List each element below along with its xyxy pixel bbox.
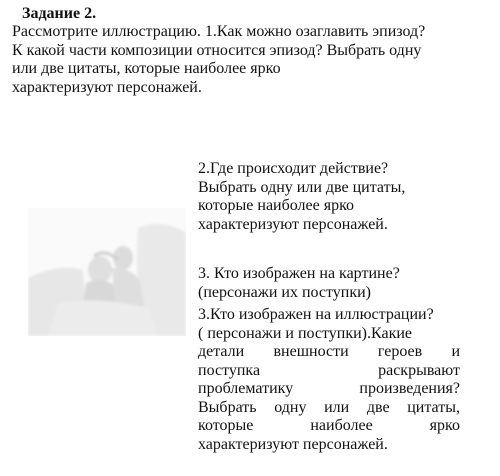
word: внешности — [273, 343, 349, 360]
intro-line: характеризуют персонажей. — [12, 78, 202, 96]
intro-line: К какой части композиции относится эпизод? Выбрать одну — [12, 41, 422, 59]
question-3-picture — [198, 265, 460, 302]
question-line — [198, 380, 460, 399]
word: раскрывают — [378, 361, 460, 379]
question-line: характеризуют персонажей. — [198, 435, 388, 453]
word: проблематику — [198, 380, 294, 397]
task-title: Задание 2. — [22, 5, 97, 22]
word: поступка — [198, 361, 261, 379]
question-line: ( персонажи и поступки).Какие — [198, 324, 413, 342]
question-line: (персонажи их поступки) — [198, 283, 372, 301]
intro-line: или две цитаты, которые наиболее ярко — [12, 60, 281, 77]
question-line: которые наиболее ярко — [198, 197, 355, 214]
question-line: Выбрать одну или две цитаты, — [198, 178, 406, 196]
word: цитаты, — [407, 398, 460, 416]
word: ярко — [429, 417, 460, 434]
task-intro — [12, 23, 492, 97]
intro-line: Рассмотрите иллюстрацию. 1.Как можно озаглавить эпизод? — [12, 23, 426, 40]
word: героев — [377, 343, 423, 360]
illustration-image — [28, 208, 186, 336]
question-line — [198, 343, 460, 362]
word: произведения? — [359, 380, 460, 397]
word: наиболее — [310, 417, 373, 434]
question-line: 3. Кто изображен на картине? — [198, 265, 400, 282]
question-line — [198, 399, 460, 418]
question-line: 2.Где происходит действие? — [198, 160, 389, 177]
word: детали — [198, 343, 245, 360]
word: одну — [274, 398, 307, 416]
question-3-illustration — [198, 306, 460, 454]
question-line — [198, 362, 460, 381]
word: или — [324, 398, 350, 416]
word: две — [366, 398, 390, 416]
question-2 — [198, 160, 460, 234]
word: Выбрать — [198, 398, 257, 416]
question-line: 3.Кто изображен на иллюстрации? — [198, 306, 434, 323]
word: которые — [198, 417, 254, 434]
question-line — [198, 417, 460, 436]
question-line: характеризуют персонажей. — [198, 215, 388, 233]
word: и — [451, 343, 460, 360]
